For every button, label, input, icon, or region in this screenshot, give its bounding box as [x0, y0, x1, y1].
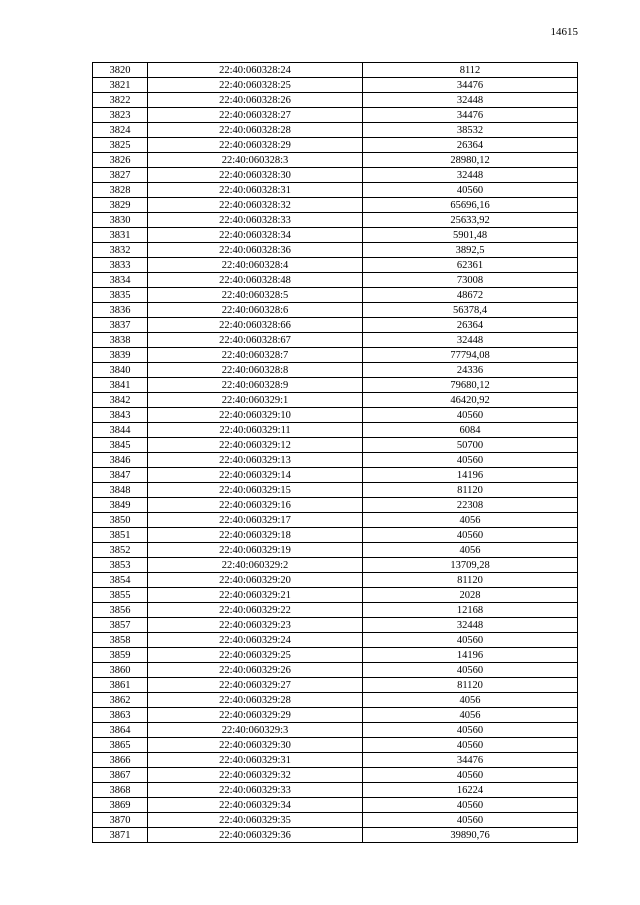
- row-number-cell: 3821: [93, 78, 148, 93]
- table-row: [93, 423, 578, 438]
- table-row: [93, 603, 578, 618]
- value-cell: 40560: [363, 633, 578, 648]
- row-number-cell: 3861: [93, 678, 148, 693]
- cadastral-number-cell: 22:40:060329:29: [148, 708, 363, 723]
- cadastral-number-cell: 22:40:060329:15: [148, 483, 363, 498]
- row-number-cell: 3834: [93, 273, 148, 288]
- table-row: [93, 198, 578, 213]
- table-row: [93, 168, 578, 183]
- row-number-cell: 3847: [93, 468, 148, 483]
- value-cell: 81120: [363, 483, 578, 498]
- table-row: [93, 108, 578, 123]
- row-number-cell: 3848: [93, 483, 148, 498]
- row-number-cell: 3846: [93, 453, 148, 468]
- cadastral-number-cell: 22:40:060329:33: [148, 783, 363, 798]
- table-row: [93, 543, 578, 558]
- cadastral-number-cell: 22:40:060328:29: [148, 138, 363, 153]
- table-row: [93, 258, 578, 273]
- value-cell: 4056: [363, 513, 578, 528]
- table-row: [93, 363, 578, 378]
- row-number-cell: 3820: [93, 63, 148, 78]
- value-cell: 40560: [363, 813, 578, 828]
- value-cell: 50700: [363, 438, 578, 453]
- table-row: [93, 228, 578, 243]
- row-number-cell: 3853: [93, 558, 148, 573]
- row-number-cell: 3869: [93, 798, 148, 813]
- cadastral-number-cell: 22:40:060329:14: [148, 468, 363, 483]
- table-row: [93, 93, 578, 108]
- table-row: [93, 63, 578, 78]
- cadastral-number-cell: 22:40:060328:34: [148, 228, 363, 243]
- row-number-cell: 3831: [93, 228, 148, 243]
- cadastral-number-cell: 22:40:060328:4: [148, 258, 363, 273]
- row-number-cell: 3863: [93, 708, 148, 723]
- table-row: [93, 273, 578, 288]
- row-number-cell: 3859: [93, 648, 148, 663]
- cadastral-number-cell: 22:40:060329:22: [148, 603, 363, 618]
- cadastral-number-cell: 22:40:060329:32: [148, 768, 363, 783]
- cadastral-number-cell: 22:40:060328:48: [148, 273, 363, 288]
- value-cell: 40560: [363, 723, 578, 738]
- table-row: [93, 453, 578, 468]
- cadastral-number-cell: 22:40:060329:1: [148, 393, 363, 408]
- row-number-cell: 3833: [93, 258, 148, 273]
- value-cell: 40560: [363, 738, 578, 753]
- value-cell: 8112: [363, 63, 578, 78]
- value-cell: 38532: [363, 123, 578, 138]
- table-row: [93, 78, 578, 93]
- table-row: [93, 378, 578, 393]
- value-cell: 2028: [363, 588, 578, 603]
- table-row: [93, 303, 578, 318]
- cadastral-number-cell: 22:40:060328:9: [148, 378, 363, 393]
- cadastral-number-cell: 22:40:060328:3: [148, 153, 363, 168]
- cadastral-number-cell: 22:40:060328:5: [148, 288, 363, 303]
- cadastral-number-cell: 22:40:060328:31: [148, 183, 363, 198]
- value-cell: 39890,76: [363, 828, 578, 843]
- value-cell: 40560: [363, 798, 578, 813]
- table-row: [93, 618, 578, 633]
- row-number-cell: 3825: [93, 138, 148, 153]
- value-cell: 48672: [363, 288, 578, 303]
- row-number-cell: 3836: [93, 303, 148, 318]
- cadastral-number-cell: 22:40:060329:3: [148, 723, 363, 738]
- cadastral-number-cell: 22:40:060329:10: [148, 408, 363, 423]
- row-number-cell: 3824: [93, 123, 148, 138]
- cadastral-number-cell: 22:40:060329:31: [148, 753, 363, 768]
- row-number-cell: 3851: [93, 528, 148, 543]
- cadastral-number-cell: 22:40:060329:36: [148, 828, 363, 843]
- cadastral-number-cell: 22:40:060329:35: [148, 813, 363, 828]
- value-cell: 34476: [363, 78, 578, 93]
- row-number-cell: 3852: [93, 543, 148, 558]
- cadastral-number-cell: 22:40:060329:17: [148, 513, 363, 528]
- table-row: [93, 153, 578, 168]
- value-cell: 26364: [363, 318, 578, 333]
- cadastral-number-cell: 22:40:060329:11: [148, 423, 363, 438]
- table-row: [93, 693, 578, 708]
- row-number-cell: 3822: [93, 93, 148, 108]
- value-cell: 40560: [363, 528, 578, 543]
- row-number-cell: 3845: [93, 438, 148, 453]
- row-number-cell: 3865: [93, 738, 148, 753]
- row-number-cell: 3844: [93, 423, 148, 438]
- table-row: [93, 558, 578, 573]
- value-cell: 40560: [363, 453, 578, 468]
- row-number-cell: 3840: [93, 363, 148, 378]
- table-row: [93, 438, 578, 453]
- cadastral-number-cell: 22:40:060328:67: [148, 333, 363, 348]
- table-row: [93, 333, 578, 348]
- table-row: [93, 408, 578, 423]
- row-number-cell: 3849: [93, 498, 148, 513]
- value-cell: 32448: [363, 93, 578, 108]
- value-cell: 32448: [363, 333, 578, 348]
- cadastral-number-cell: 22:40:060329:34: [148, 798, 363, 813]
- value-cell: 40560: [363, 408, 578, 423]
- value-cell: 81120: [363, 678, 578, 693]
- table-row: [93, 138, 578, 153]
- value-cell: 32448: [363, 168, 578, 183]
- table-row: [93, 708, 578, 723]
- row-number-cell: 3841: [93, 378, 148, 393]
- value-cell: 26364: [363, 138, 578, 153]
- cadastral-number-cell: 22:40:060329:30: [148, 738, 363, 753]
- cadastral-number-cell: 22:40:060328:27: [148, 108, 363, 123]
- row-number-cell: 3857: [93, 618, 148, 633]
- table-row: [93, 678, 578, 693]
- cadastral-number-cell: 22:40:060329:20: [148, 573, 363, 588]
- cadastral-number-cell: 22:40:060329:19: [148, 543, 363, 558]
- value-cell: 32448: [363, 618, 578, 633]
- table-row: [93, 513, 578, 528]
- value-cell: 12168: [363, 603, 578, 618]
- row-number-cell: 3832: [93, 243, 148, 258]
- table-row: [93, 393, 578, 408]
- value-cell: 79680,12: [363, 378, 578, 393]
- table-row: [93, 663, 578, 678]
- cadastral-number-cell: 22:40:060329:27: [148, 678, 363, 693]
- cadastral-number-cell: 22:40:060329:18: [148, 528, 363, 543]
- row-number-cell: 3827: [93, 168, 148, 183]
- value-cell: 5901,48: [363, 228, 578, 243]
- value-cell: 77794,08: [363, 348, 578, 363]
- row-number-cell: 3835: [93, 288, 148, 303]
- cadastral-number-cell: 22:40:060328:25: [148, 78, 363, 93]
- table-row: [93, 213, 578, 228]
- cadastral-number-cell: 22:40:060328:26: [148, 93, 363, 108]
- row-number-cell: 3830: [93, 213, 148, 228]
- row-number-cell: 3829: [93, 198, 148, 213]
- value-cell: 73008: [363, 273, 578, 288]
- table-row: [93, 798, 578, 813]
- table-row: [93, 768, 578, 783]
- value-cell: 81120: [363, 573, 578, 588]
- cadastral-number-cell: 22:40:060329:26: [148, 663, 363, 678]
- table-row: [93, 528, 578, 543]
- cadastral-number-cell: 22:40:060329:21: [148, 588, 363, 603]
- table-row: [93, 828, 578, 843]
- row-number-cell: 3850: [93, 513, 148, 528]
- cadastral-number-cell: 22:40:060329:12: [148, 438, 363, 453]
- value-cell: 56378,4: [363, 303, 578, 318]
- value-cell: 4056: [363, 543, 578, 558]
- row-number-cell: 3828: [93, 183, 148, 198]
- cadastral-number-cell: 22:40:060329:24: [148, 633, 363, 648]
- table-row: [93, 648, 578, 663]
- row-number-cell: 3838: [93, 333, 148, 348]
- cadastral-number-cell: 22:40:060329:16: [148, 498, 363, 513]
- table-row: [93, 318, 578, 333]
- table-row: [93, 498, 578, 513]
- value-cell: 14196: [363, 468, 578, 483]
- value-cell: 34476: [363, 108, 578, 123]
- table-row: [93, 633, 578, 648]
- table-row: [93, 753, 578, 768]
- value-cell: 34476: [363, 753, 578, 768]
- row-number-cell: 3860: [93, 663, 148, 678]
- row-number-cell: 3855: [93, 588, 148, 603]
- value-cell: 4056: [363, 708, 578, 723]
- value-cell: 4056: [363, 693, 578, 708]
- value-cell: 6084: [363, 423, 578, 438]
- value-cell: 3892,5: [363, 243, 578, 258]
- value-cell: 28980,12: [363, 153, 578, 168]
- table-row: [93, 348, 578, 363]
- row-number-cell: 3864: [93, 723, 148, 738]
- value-cell: 62361: [363, 258, 578, 273]
- row-number-cell: 3837: [93, 318, 148, 333]
- table-row: [93, 243, 578, 258]
- row-number-cell: 3867: [93, 768, 148, 783]
- cadastral-number-cell: 22:40:060328:33: [148, 213, 363, 228]
- table-row: [93, 468, 578, 483]
- table-row: [93, 483, 578, 498]
- cadastral-number-cell: 22:40:060328:28: [148, 123, 363, 138]
- row-number-cell: 3842: [93, 393, 148, 408]
- value-cell: 46420,92: [363, 393, 578, 408]
- table-row: [93, 183, 578, 198]
- value-cell: 14196: [363, 648, 578, 663]
- cadastral-number-cell: 22:40:060329:13: [148, 453, 363, 468]
- value-cell: 40560: [363, 663, 578, 678]
- cadastral-value-table: [92, 62, 578, 843]
- row-number-cell: 3871: [93, 828, 148, 843]
- row-number-cell: 3823: [93, 108, 148, 123]
- cadastral-number-cell: 22:40:060328:8: [148, 363, 363, 378]
- cadastral-number-cell: 22:40:060328:7: [148, 348, 363, 363]
- cadastral-number-cell: 22:40:060328:36: [148, 243, 363, 258]
- row-number-cell: 3870: [93, 813, 148, 828]
- row-number-cell: 3854: [93, 573, 148, 588]
- table-row: [93, 288, 578, 303]
- table-row: [93, 723, 578, 738]
- table-body: [93, 63, 578, 843]
- cadastral-number-cell: 22:40:060329:23: [148, 618, 363, 633]
- value-cell: 13709,28: [363, 558, 578, 573]
- cadastral-number-cell: 22:40:060329:2: [148, 558, 363, 573]
- value-cell: 16224: [363, 783, 578, 798]
- row-number-cell: 3866: [93, 753, 148, 768]
- table-row: [93, 573, 578, 588]
- table-row: [93, 813, 578, 828]
- cadastral-number-cell: 22:40:060328:30: [148, 168, 363, 183]
- cadastral-number-cell: 22:40:060328:66: [148, 318, 363, 333]
- value-cell: 24336: [363, 363, 578, 378]
- cadastral-number-cell: 22:40:060328:24: [148, 63, 363, 78]
- row-number-cell: 3826: [93, 153, 148, 168]
- cadastral-number-cell: 22:40:060329:25: [148, 648, 363, 663]
- value-cell: 40560: [363, 183, 578, 198]
- value-cell: 65696,16: [363, 198, 578, 213]
- table-row: [93, 783, 578, 798]
- row-number-cell: 3868: [93, 783, 148, 798]
- row-number-cell: 3858: [93, 633, 148, 648]
- value-cell: 40560: [363, 768, 578, 783]
- row-number-cell: 3839: [93, 348, 148, 363]
- cadastral-number-cell: 22:40:060329:28: [148, 693, 363, 708]
- table-row: [93, 588, 578, 603]
- row-number-cell: 3843: [93, 408, 148, 423]
- row-number-cell: 3862: [93, 693, 148, 708]
- value-cell: 22308: [363, 498, 578, 513]
- value-cell: 25633,92: [363, 213, 578, 228]
- table-row: [93, 123, 578, 138]
- table-row: [93, 738, 578, 753]
- cadastral-number-cell: 22:40:060328:6: [148, 303, 363, 318]
- page-number: 14615: [550, 26, 578, 38]
- row-number-cell: 3856: [93, 603, 148, 618]
- cadastral-number-cell: 22:40:060328:32: [148, 198, 363, 213]
